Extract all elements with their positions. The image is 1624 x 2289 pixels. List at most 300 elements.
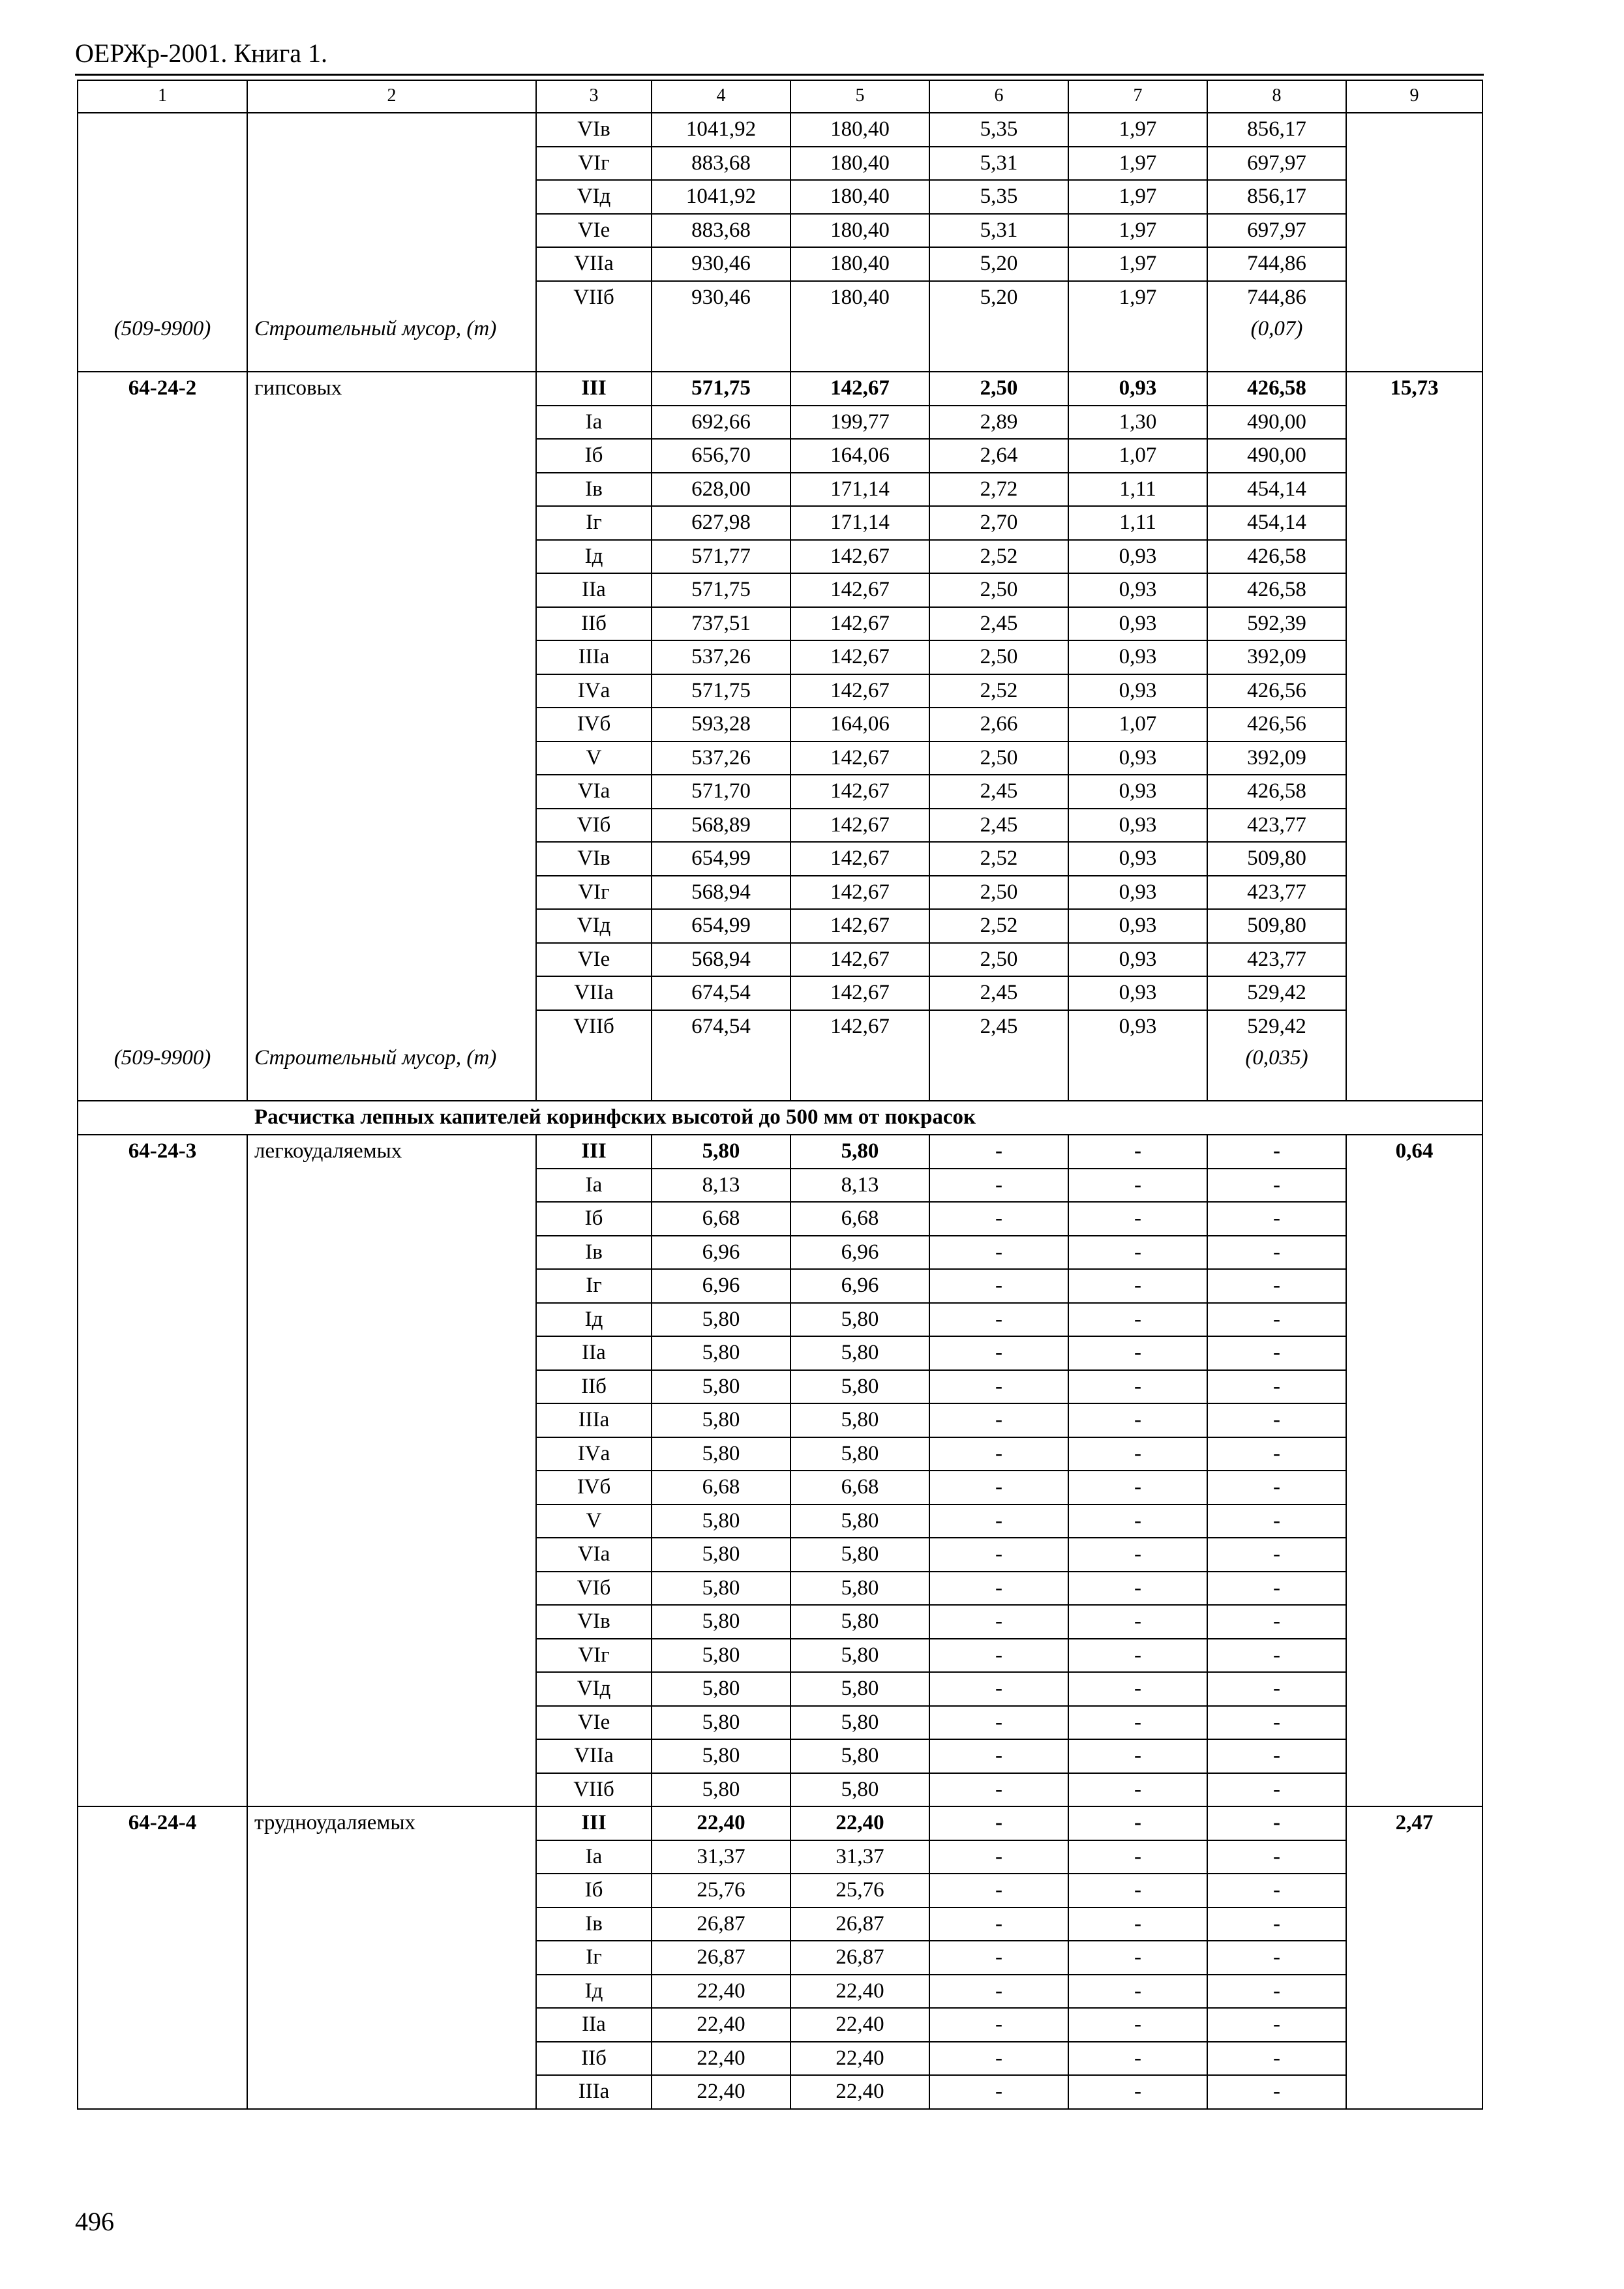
materials-cost-cell: - — [1207, 1874, 1346, 1908]
machine-cost-cell: - — [929, 1269, 1068, 1303]
materials-cost-cell: - — [1207, 1303, 1346, 1337]
section-heading-row — [78, 1101, 1482, 1135]
labor-cost-cell: 142,67 — [790, 640, 929, 674]
materials-cost-cell: 529,42 — [1207, 976, 1346, 1010]
rate-code-cell — [78, 1908, 247, 1941]
labor-cost-cell: 6,68 — [790, 1471, 929, 1504]
driver-wage-cell: - — [1068, 1840, 1207, 1874]
rate-code-cell — [78, 147, 247, 181]
zone-cell: IIб — [536, 607, 652, 641]
work-name-cell — [247, 1538, 536, 1572]
machine-cost-cell: 2,64 — [929, 439, 1068, 473]
work-name-cell — [247, 741, 536, 775]
work-name-cell — [247, 1236, 536, 1270]
total-cost-cell: 6,96 — [652, 1236, 790, 1270]
materials-cost-cell: - — [1207, 1169, 1346, 1203]
table-body — [78, 80, 1482, 2109]
labor-cost-cell: 5,80 — [790, 1336, 929, 1370]
total-cost-cell: 5,80 — [652, 1135, 790, 1169]
labor-cost-cell: 142,67 — [790, 842, 929, 876]
materials-cost-cell: - — [1207, 1437, 1346, 1471]
labor-hours-cell — [1346, 1639, 1482, 1673]
total-cost-cell: 654,99 — [652, 909, 790, 943]
total-cost-cell: 568,89 — [652, 809, 790, 843]
rate-code-cell — [78, 1840, 247, 1874]
materials-cost-cell: - — [1207, 1471, 1346, 1504]
rate-code-cell — [78, 741, 247, 775]
total-cost-cell: 5,80 — [652, 1303, 790, 1337]
column-number: 5 — [790, 80, 929, 113]
materials-cost-cell: - — [1207, 1806, 1346, 1840]
total-cost-cell: 537,26 — [652, 741, 790, 775]
rate-code-cell — [78, 281, 247, 315]
rate-code-cell — [78, 876, 247, 910]
table-row — [78, 976, 1482, 1010]
materials-cost-cell: 490,00 — [1207, 406, 1346, 440]
table-row — [78, 506, 1482, 540]
total-cost-cell: 6,96 — [652, 1269, 790, 1303]
materials-cost-cell: 697,97 — [1207, 147, 1346, 181]
zone-cell: III — [536, 372, 652, 406]
driver-wage-cell: 0,93 — [1068, 1010, 1207, 1044]
work-name-cell — [247, 1840, 536, 1874]
rate-code-cell — [78, 1010, 247, 1044]
table-row — [78, 1303, 1482, 1337]
work-name-cell — [247, 909, 536, 943]
total-cost-cell: 5,80 — [652, 1739, 790, 1773]
work-name-cell — [247, 1336, 536, 1370]
driver-wage-cell: - — [1068, 1672, 1207, 1706]
work-name-cell — [247, 180, 536, 214]
labor-hours-cell — [1346, 1572, 1482, 1606]
labor-cost-cell: 180,40 — [790, 281, 929, 315]
work-name-cell — [247, 674, 536, 708]
labor-hours-cell — [1346, 1010, 1482, 1044]
machine-cost-cell: 2,50 — [929, 372, 1068, 406]
rate-code-cell — [78, 1874, 247, 1908]
rate-code-cell — [78, 1303, 247, 1337]
machine-cost-cell: 2,52 — [929, 842, 1068, 876]
materials-cost-cell: - — [1207, 1572, 1346, 1606]
work-name-cell: трудноудаляемых — [247, 1806, 536, 1840]
labor-cost-cell: 5,80 — [790, 1135, 929, 1169]
machine-cost-cell: - — [929, 1840, 1068, 1874]
labor-cost-cell: 26,87 — [790, 1941, 929, 1975]
table-row — [78, 1941, 1482, 1975]
zone-cell: VIIб — [536, 1010, 652, 1044]
labor-hours-cell — [1346, 943, 1482, 977]
work-name-cell — [247, 147, 536, 181]
zone-cell: VIIа — [536, 1739, 652, 1773]
total-cost-cell: 25,76 — [652, 1874, 790, 1908]
zone-cell: Iг — [536, 506, 652, 540]
driver-wage-cell: 0,93 — [1068, 674, 1207, 708]
labor-cost-cell: 180,40 — [790, 147, 929, 181]
labor-cost-cell: 31,37 — [790, 1840, 929, 1874]
total-cost-cell: 5,80 — [652, 1538, 790, 1572]
labor-cost-cell: 5,80 — [790, 1605, 929, 1639]
driver-wage-cell: - — [1068, 1572, 1207, 1606]
total-cost-cell: 22,40 — [652, 1975, 790, 2009]
debris-value-cell: (0,07) — [1207, 314, 1346, 372]
labor-cost-cell: 5,80 — [790, 1572, 929, 1606]
empty-cell — [1346, 314, 1482, 372]
driver-wage-cell: 0,93 — [1068, 809, 1207, 843]
labor-hours-cell — [1346, 180, 1482, 214]
rate-code-cell — [78, 1169, 247, 1203]
machine-cost-cell: 2,89 — [929, 406, 1068, 440]
rate-code-cell — [78, 1202, 247, 1236]
labor-hours-cell — [1346, 1303, 1482, 1337]
table-row — [78, 439, 1482, 473]
table-row — [78, 1236, 1482, 1270]
labor-hours-cell — [1346, 214, 1482, 248]
machine-cost-cell: 2,50 — [929, 573, 1068, 607]
labor-hours-cell — [1346, 1672, 1482, 1706]
work-name-cell — [247, 943, 536, 977]
zone-cell: IIа — [536, 573, 652, 607]
driver-wage-cell: - — [1068, 1739, 1207, 1773]
zone-cell: Iд — [536, 540, 652, 574]
table-row — [78, 1538, 1482, 1572]
materials-cost-cell: - — [1207, 1269, 1346, 1303]
work-name-cell: легкоудаляемых — [247, 1135, 536, 1169]
materials-cost-cell: 490,00 — [1207, 439, 1346, 473]
machine-cost-cell: - — [929, 1236, 1068, 1270]
total-cost-cell: 628,00 — [652, 473, 790, 507]
driver-wage-cell: - — [1068, 1236, 1207, 1270]
zone-cell: VIб — [536, 1572, 652, 1606]
materials-cost-cell: - — [1207, 1975, 1346, 2009]
machine-cost-cell: 2,50 — [929, 876, 1068, 910]
labor-hours-cell — [1346, 1840, 1482, 1874]
driver-wage-cell: 0,93 — [1068, 741, 1207, 775]
driver-wage-cell: 0,93 — [1068, 943, 1207, 977]
labor-hours-cell — [1346, 1169, 1482, 1203]
total-cost-cell: 5,80 — [652, 1572, 790, 1606]
rate-code-cell — [78, 1269, 247, 1303]
work-name-cell — [247, 1639, 536, 1673]
zone-cell: VIIб — [536, 1773, 652, 1807]
work-name-cell: гипсовых — [247, 372, 536, 406]
table-row — [78, 1269, 1482, 1303]
table-row — [78, 1010, 1482, 1044]
debris-value-cell: (0,035) — [1207, 1043, 1346, 1101]
machine-cost-cell: 2,52 — [929, 540, 1068, 574]
zone-cell: IIб — [536, 2042, 652, 2076]
labor-hours-cell — [1346, 842, 1482, 876]
rate-code-cell — [78, 113, 247, 147]
machine-cost-cell: 2,66 — [929, 708, 1068, 741]
labor-hours-cell — [1346, 1437, 1482, 1471]
labor-cost-cell: 142,67 — [790, 607, 929, 641]
rate-code-cell — [78, 1639, 247, 1673]
labor-cost-cell: 142,67 — [790, 1010, 929, 1044]
machine-cost-cell: 2,72 — [929, 473, 1068, 507]
driver-wage-cell: - — [1068, 1874, 1207, 1908]
work-name-cell — [247, 1403, 536, 1437]
work-name-cell — [247, 1672, 536, 1706]
work-name-cell — [247, 247, 536, 281]
work-name-cell — [247, 113, 536, 147]
zone-cell: Iа — [536, 406, 652, 440]
materials-cost-cell: 856,17 — [1207, 113, 1346, 147]
materials-cost-cell: - — [1207, 1706, 1346, 1740]
table-row — [78, 540, 1482, 574]
total-cost-cell: 5,80 — [652, 1706, 790, 1740]
zone-cell: VIв — [536, 842, 652, 876]
labor-cost-cell: 22,40 — [790, 2042, 929, 2076]
table-row — [78, 1437, 1482, 1471]
total-cost-cell: 6,68 — [652, 1202, 790, 1236]
labor-hours-cell — [1346, 640, 1482, 674]
rate-code-cell — [78, 607, 247, 641]
labor-cost-cell: 142,67 — [790, 876, 929, 910]
rate-code-cell — [78, 540, 247, 574]
materials-cost-cell: 697,97 — [1207, 214, 1346, 248]
materials-cost-cell: - — [1207, 2042, 1346, 2076]
total-cost-cell: 883,68 — [652, 214, 790, 248]
machine-cost-cell: - — [929, 1639, 1068, 1673]
total-cost-cell: 5,80 — [652, 1672, 790, 1706]
table-row — [78, 1169, 1482, 1203]
driver-wage-cell: 1,97 — [1068, 113, 1207, 147]
debris-name-cell: Строительный мусор, (т) — [247, 314, 536, 372]
labor-cost-cell: 5,80 — [790, 1639, 929, 1673]
work-name-cell — [247, 2008, 536, 2042]
table-row — [78, 1135, 1482, 1169]
driver-wage-cell: 0,93 — [1068, 640, 1207, 674]
empty-cell — [536, 1043, 652, 1101]
materials-cost-cell: - — [1207, 2008, 1346, 2042]
table-row — [78, 708, 1482, 741]
zone-cell: Iв — [536, 1908, 652, 1941]
machine-cost-cell: - — [929, 1672, 1068, 1706]
labor-cost-cell: 26,87 — [790, 1908, 929, 1941]
zone-cell: IIа — [536, 2008, 652, 2042]
rate-code-cell — [78, 573, 247, 607]
driver-wage-cell: 1,97 — [1068, 147, 1207, 181]
zone-cell: III — [536, 1806, 652, 1840]
empty-cell — [790, 1043, 929, 1101]
zone-cell: VIд — [536, 180, 652, 214]
labor-cost-cell: 142,67 — [790, 775, 929, 809]
empty-cell — [929, 314, 1068, 372]
driver-wage-cell: 1,07 — [1068, 439, 1207, 473]
driver-wage-cell: 0,93 — [1068, 976, 1207, 1010]
labor-hours-cell — [1346, 876, 1482, 910]
work-name-cell — [247, 573, 536, 607]
table-row — [78, 1605, 1482, 1639]
labor-cost-cell: 22,40 — [790, 1806, 929, 1840]
labor-hours-cell — [1346, 1739, 1482, 1773]
zone-cell: VIе — [536, 943, 652, 977]
table-row — [78, 909, 1482, 943]
zone-cell: Iа — [536, 1840, 652, 1874]
driver-wage-cell: - — [1068, 1639, 1207, 1673]
labor-cost-cell: 142,67 — [790, 573, 929, 607]
labor-cost-cell: 142,67 — [790, 943, 929, 977]
labor-cost-cell: 8,13 — [790, 1169, 929, 1203]
materials-cost-cell: - — [1207, 1538, 1346, 1572]
labor-cost-cell: 142,67 — [790, 909, 929, 943]
machine-cost-cell: - — [929, 1169, 1068, 1203]
rate-code-cell — [78, 506, 247, 540]
table-row — [78, 1202, 1482, 1236]
driver-wage-cell: - — [1068, 1336, 1207, 1370]
labor-cost-cell: 164,06 — [790, 439, 929, 473]
zone-cell: V — [536, 1504, 652, 1538]
machine-cost-cell: - — [929, 1538, 1068, 1572]
total-cost-cell: 571,77 — [652, 540, 790, 574]
labor-cost-cell: 5,80 — [790, 1773, 929, 1807]
materials-cost-cell: 423,77 — [1207, 876, 1346, 910]
labor-cost-cell: 25,76 — [790, 1874, 929, 1908]
materials-cost-cell: 744,86 — [1207, 247, 1346, 281]
materials-cost-cell: 426,58 — [1207, 372, 1346, 406]
machine-cost-cell: - — [929, 2075, 1068, 2109]
machine-cost-cell: 2,45 — [929, 809, 1068, 843]
zone-cell: VIIа — [536, 247, 652, 281]
section-heading: Расчистка лепных капителей коринфских высотой до 500 мм от покрасок — [78, 1101, 1482, 1135]
zone-cell: VIе — [536, 214, 652, 248]
labor-cost-cell: 142,67 — [790, 372, 929, 406]
rate-code-cell — [78, 1572, 247, 1606]
work-name-cell — [247, 640, 536, 674]
total-cost-cell: 654,99 — [652, 842, 790, 876]
labor-hours-cell — [1346, 406, 1482, 440]
labor-cost-cell: 171,14 — [790, 506, 929, 540]
work-name-cell — [247, 1975, 536, 2009]
page-number: 496 — [75, 2207, 114, 2236]
machine-cost-cell: 2,45 — [929, 607, 1068, 641]
labor-hours-cell: 2,47 — [1346, 1806, 1482, 1840]
work-name-cell — [247, 976, 536, 1010]
labor-hours-cell — [1346, 1504, 1482, 1538]
materials-cost-cell: 529,42 — [1207, 1010, 1346, 1044]
zone-cell: III — [536, 1135, 652, 1169]
total-cost-cell: 571,70 — [652, 775, 790, 809]
rate-code-cell: 64-24-4 — [78, 1806, 247, 1840]
total-cost-cell: 883,68 — [652, 147, 790, 181]
zone-cell: Iб — [536, 1202, 652, 1236]
labor-cost-cell: 5,80 — [790, 1706, 929, 1740]
zone-cell: Iд — [536, 1303, 652, 1337]
total-cost-cell: 5,80 — [652, 1437, 790, 1471]
machine-cost-cell: 5,20 — [929, 281, 1068, 315]
materials-cost-cell: 426,58 — [1207, 775, 1346, 809]
machine-cost-cell: - — [929, 1941, 1068, 1975]
driver-wage-cell: 0,93 — [1068, 573, 1207, 607]
labor-hours-cell — [1346, 2075, 1482, 2109]
labor-hours-cell — [1346, 247, 1482, 281]
labor-hours-cell: 0,64 — [1346, 1135, 1482, 1169]
machine-cost-cell: - — [929, 1336, 1068, 1370]
driver-wage-cell: - — [1068, 1504, 1207, 1538]
rate-code-cell — [78, 1739, 247, 1773]
materials-cost-cell: - — [1207, 1403, 1346, 1437]
zone-cell: VIв — [536, 1605, 652, 1639]
total-cost-cell: 5,80 — [652, 1403, 790, 1437]
table-row — [78, 1773, 1482, 1807]
work-name-cell — [247, 473, 536, 507]
driver-wage-cell: 0,93 — [1068, 775, 1207, 809]
column-number: 8 — [1207, 80, 1346, 113]
machine-cost-cell: - — [929, 2008, 1068, 2042]
machine-cost-cell: - — [929, 1135, 1068, 1169]
driver-wage-cell: - — [1068, 1403, 1207, 1437]
table-row — [78, 943, 1482, 977]
total-cost-cell: 930,46 — [652, 247, 790, 281]
machine-cost-cell: 2,52 — [929, 909, 1068, 943]
debris-code-cell: (509-9900) — [78, 314, 247, 372]
debris-row — [78, 314, 1482, 372]
empty-cell — [652, 1043, 790, 1101]
rate-code-cell — [78, 1605, 247, 1639]
driver-wage-cell: 0,93 — [1068, 909, 1207, 943]
document-header: ОЕРЖр-2001. Книга 1. — [75, 38, 327, 68]
work-name-cell — [247, 1605, 536, 1639]
table-row — [78, 1672, 1482, 1706]
empty-cell — [1346, 1043, 1482, 1101]
labor-cost-cell: 5,80 — [790, 1437, 929, 1471]
rate-code-cell — [78, 640, 247, 674]
table-row — [78, 214, 1482, 248]
rate-code-cell — [78, 2042, 247, 2076]
total-cost-cell: 674,54 — [652, 1010, 790, 1044]
rate-code-cell — [78, 909, 247, 943]
work-name-cell — [247, 214, 536, 248]
rate-code-cell — [78, 708, 247, 741]
materials-cost-cell: - — [1207, 1941, 1346, 1975]
zone-cell: Iб — [536, 439, 652, 473]
table-row — [78, 640, 1482, 674]
total-cost-cell: 22,40 — [652, 2008, 790, 2042]
table-row — [78, 1370, 1482, 1404]
work-name-cell — [247, 1504, 536, 1538]
total-cost-cell: 568,94 — [652, 876, 790, 910]
driver-wage-cell: - — [1068, 1941, 1207, 1975]
driver-wage-cell: - — [1068, 2042, 1207, 2076]
driver-wage-cell: - — [1068, 1538, 1207, 1572]
table-row — [78, 180, 1482, 214]
work-name-cell — [247, 1471, 536, 1504]
zone-cell: IVб — [536, 708, 652, 741]
table-row — [78, 809, 1482, 843]
total-cost-cell: 5,80 — [652, 1773, 790, 1807]
labor-hours-cell — [1346, 976, 1482, 1010]
table-row — [78, 473, 1482, 507]
work-name-cell — [247, 1202, 536, 1236]
rate-code-cell — [78, 1672, 247, 1706]
labor-hours-cell — [1346, 113, 1482, 147]
work-name-cell — [247, 439, 536, 473]
zone-cell: VIIа — [536, 976, 652, 1010]
driver-wage-cell: - — [1068, 1269, 1207, 1303]
labor-hours-cell — [1346, 1403, 1482, 1437]
machine-cost-cell: - — [929, 1202, 1068, 1236]
labor-hours-cell — [1346, 1236, 1482, 1270]
machine-cost-cell: - — [929, 1504, 1068, 1538]
zone-cell: IVа — [536, 674, 652, 708]
zone-cell: VIг — [536, 876, 652, 910]
zone-cell: IVб — [536, 1471, 652, 1504]
rate-code-cell — [78, 406, 247, 440]
labor-hours-cell — [1346, 1538, 1482, 1572]
total-cost-cell: 8,13 — [652, 1169, 790, 1203]
driver-wage-cell: - — [1068, 1437, 1207, 1471]
labor-cost-cell: 180,40 — [790, 214, 929, 248]
